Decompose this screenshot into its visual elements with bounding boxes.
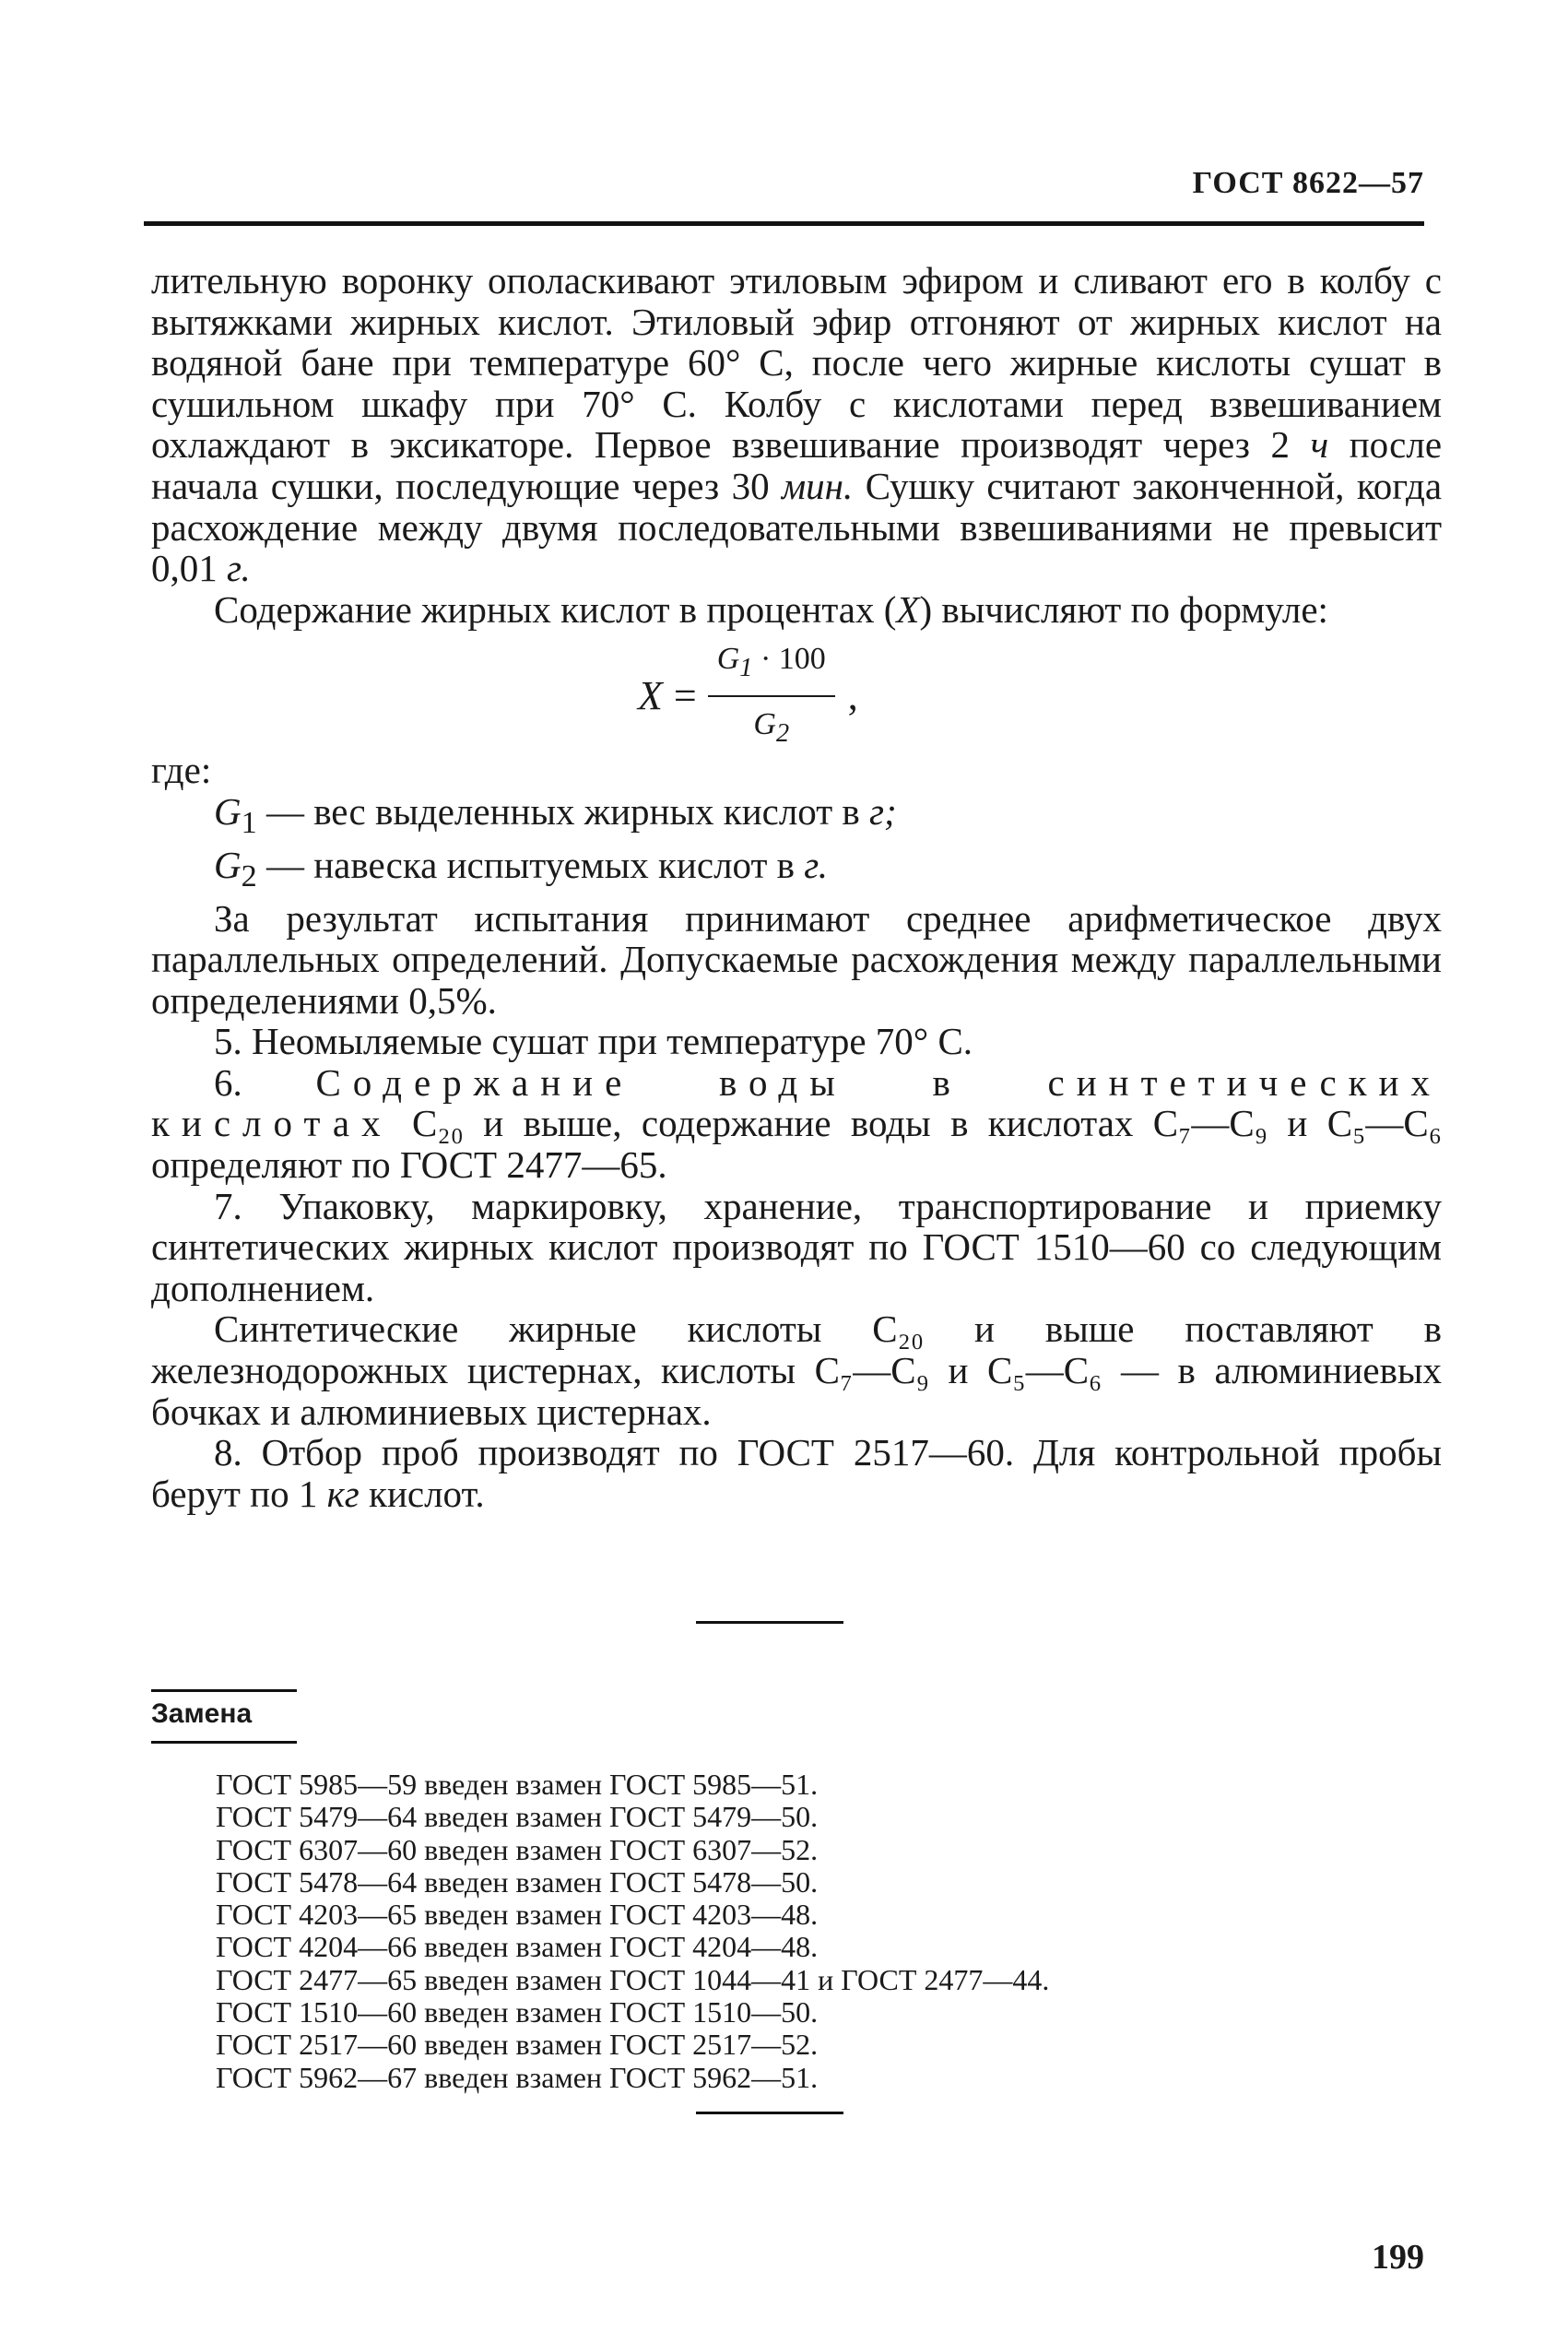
legend-g2-text: — навеска испытуемых кислот в: [265, 843, 796, 886]
legend-g1-sub: 1: [241, 806, 257, 841]
den-var: G: [753, 706, 776, 741]
zamena-row: ГОСТ 5479—64 введен взамен ГОСТ 5479—50.: [216, 1800, 819, 1834]
zamena-row: ГОСТ 6307—60 введен взамен ГОСТ 6307—52.: [216, 1832, 819, 1866]
paragraph-result: За результат испытания принимают среднее арифметическое двух параллельных определений. Допускаемые расхождения между параллельными определениями 0,5%.: [151, 896, 1442, 1022]
item-6: [151, 1062, 1442, 1186]
zamena-row: ГОСТ 5962—67 введен взамен ГОСТ 5962—51.: [216, 2060, 819, 2094]
legend-g2-unit: г.: [804, 843, 828, 886]
section-divider-bottom: [696, 2112, 843, 2114]
formula-intro-end: ) вычисляют по формуле:: [919, 587, 1328, 631]
unit-minutes: мин.: [782, 464, 854, 507]
zamena-row: ГОСТ 5478—64 введен взамен ГОСТ 5478—50.: [216, 1864, 819, 1899]
unit-grams: г.: [227, 547, 251, 590]
section-divider-top: [696, 1621, 843, 1624]
where-label: где:: [151, 749, 212, 792]
legend-g2-symbol: G: [214, 843, 242, 886]
zamena-rule-top: [151, 1689, 297, 1692]
unit-kg: кг: [326, 1472, 360, 1515]
zamena-rule-bottom: [151, 1741, 297, 1744]
legend-g1-text: — вес выделенных жирных кислот в: [265, 789, 860, 833]
formula-denominator: [753, 697, 789, 754]
num-var: G: [716, 642, 740, 677]
zamena-row: ГОСТ 2517—60 введен взамен ГОСТ 2517—52.: [216, 2028, 819, 2062]
legend-g2-sub: 2: [241, 858, 257, 893]
zamena-list: [216, 1769, 1049, 2094]
num-sub: 1: [739, 654, 753, 683]
formula-comma: ,: [847, 673, 858, 719]
formula-lhs: X: [638, 673, 663, 719]
body-text: [151, 260, 1442, 1514]
legend-item-g2: [151, 845, 1442, 898]
formula-block: [151, 630, 1442, 750]
paragraph-drying-text: лительную воронку ополаскивают этиловым эфиром и сливают его в колбу с вытяжками жирных кислот. Этиловый эфир отгоняют от жирных кислот на водяной бане при температуре 60° С, после чего жирные кислоты сушат в сушильном шкафу при 70° С. Колбу с кислотами перед взвешиванием охлаждают в эксикаторе. Первое взвешивание производят через 2: [151, 259, 1442, 467]
zamena-row: ГОСТ 4204—66 введен взамен ГОСТ 4204—48.: [216, 1930, 819, 1964]
zamena-label: Замена: [151, 1698, 253, 1729]
item-8: [151, 1432, 1442, 1514]
formula-intro-var: X: [896, 587, 920, 631]
formula-numerator: [708, 639, 835, 696]
zamena-row: ГОСТ 1510—60 введен взамен ГОСТ 1510—50.: [216, 1995, 819, 2029]
legend-g1-unit: г;: [869, 789, 897, 833]
zamena-row: ГОСТ 2477—65 введен взамен ГОСТ 1044—41 и ГОСТ 2477—44.: [216, 1962, 1050, 1996]
item-6-spaced-heading: Содержание воды в синтетических кислотах: [151, 1060, 1442, 1145]
zamena-row: ГОСТ 5985—59 введен взамен ГОСТ 5985—51.: [216, 1768, 819, 1801]
page-number: 199: [1372, 2238, 1424, 2277]
item-7: 7. Упаковку, маркировку, хранение, транспортирование и приемку синтетических жирных кислот производят по ГОСТ 1510—60 со следующим дополнением.: [151, 1184, 1442, 1309]
formula-intro-start: Содержание жирных кислот в процентах (: [214, 587, 897, 631]
legend-item-g1: [151, 791, 1442, 845]
paragraph-drying-mid: после начала сушки, последующие через 30: [151, 423, 1443, 507]
unit-hours: ч: [1310, 423, 1329, 467]
paragraph-shipping: Синтетические жирные кислоты C₂₀ и выше поставляют в железнодорожных цистернах, кислоты C₇—C₉ и C₅—C₆ — в алюминиевых бочках и алюминиевых цистернах.: [151, 1307, 1442, 1433]
formula-equals: =: [673, 673, 697, 719]
formula: [638, 639, 858, 754]
header-rule: [144, 221, 1424, 226]
document-header: ГОСТ 8622—57: [1192, 166, 1424, 200]
paragraph-drying: [151, 260, 1442, 589]
item-6-number: 6.: [214, 1060, 242, 1104]
item-8-end: кислот.: [369, 1472, 485, 1515]
legend-g1-symbol: G: [214, 789, 242, 833]
item-8-start: 8. Отбор проб производят по ГОСТ 2517—60. Для контрольной пробы берут по 1: [151, 1431, 1442, 1515]
den-sub: 2: [775, 718, 790, 748]
paragraph-formula-intro: [151, 589, 1442, 631]
num-rest: · 100: [760, 642, 826, 677]
formula-fraction: [708, 639, 835, 754]
zamena-row: ГОСТ 4203—65 введен взамен ГОСТ 4203—48.: [216, 1898, 819, 1932]
item-6-text: C₂₀ и выше, содержание воды в кислотах C₇—C₉ и C₅—C₆ определяют по ГОСТ 2477—65.: [151, 1102, 1443, 1187]
item-5: 5. Неомыляемые сушат при температуре 70° С.: [214, 1020, 973, 1063]
paragraph-drying-end: Сушку считают законченной, когда расхождение между двумя последовательными взвешиваниями не превысит 0,01: [151, 464, 1443, 590]
